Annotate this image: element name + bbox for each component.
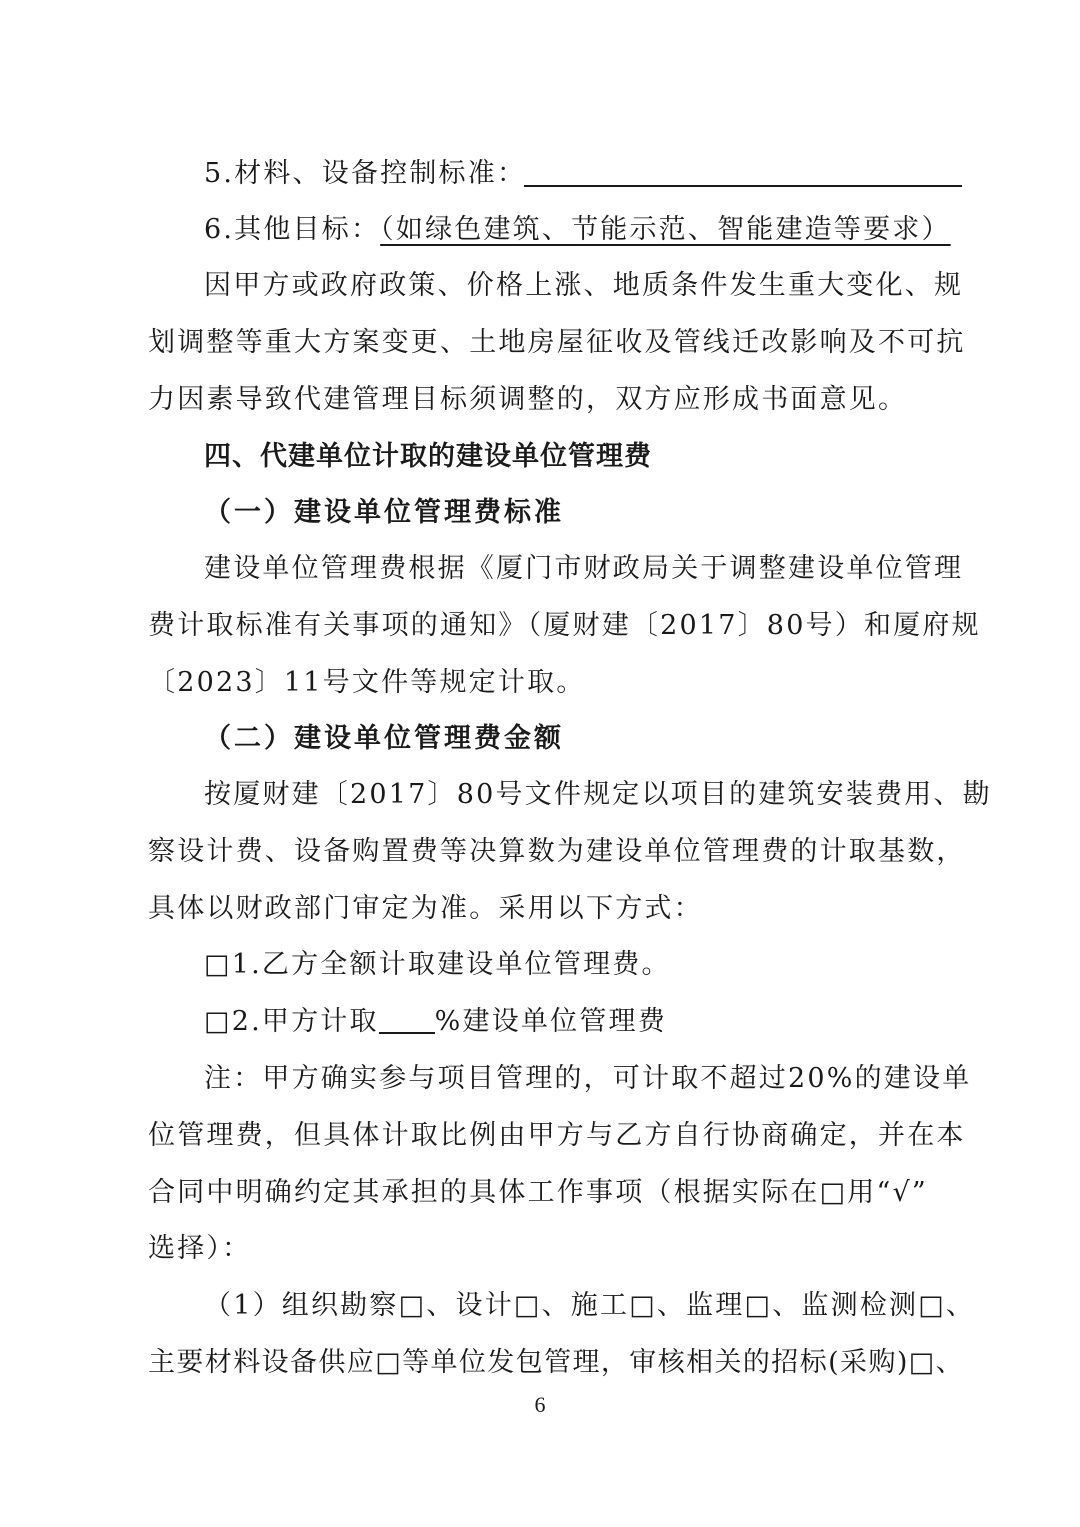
work-item-1: （1）组织勘察□、设计□、施工□、监理□、监测检测□、 [204,1290,976,1321]
item-5-material-equipment-standard [204,154,964,194]
item-6-label: 6.其他目标： [204,214,381,245]
paragraph-line: 察设计费、设备购置费等决算数为建设单位管理费的计取基数， [148,836,966,867]
subsection-heading-1: （一）建设单位管理费标准 [204,497,564,528]
note-line: 注：甲方确实参与项目管理的，可计取不超过20%的建设单 [204,1063,972,1094]
page-number: 6 [534,1392,546,1417]
section-heading-4: 四、代建单位计取的建设单位管理费 [204,441,652,472]
item-6-underlined-text: （如绿色建筑、节能示范、智能建造等要求） [380,214,951,245]
paragraph-line: 按厦财建〔2017〕80号文件规定以项目的建筑安装费用、勘 [204,779,992,810]
item-6-other-goals [204,210,964,250]
note-line: 合同中明确约定其承担的具体工作事项（根据实际在□用“√” [148,1177,928,1208]
paragraph-line: 划调整等重大方案变更、土地房屋征收及管线迁改影响及不可抗 [148,327,966,358]
paragraph-line: 因甲方或政府政策、价格上涨、地质条件发生重大变化、规 [204,270,964,301]
option-2-suffix: %建设单位管理费 [434,1006,667,1037]
item-5-label: 5.材料、设备控制标准： [204,158,527,189]
note-line: 选择）： [148,1233,252,1264]
paragraph-line: 具体以财政部门审定为准。采用以下方式： [148,893,703,924]
note-line: 位管理费，但具体计取比例由甲方与乙方自行协商确定，并在本 [148,1120,966,1151]
percentage-blank [379,1004,435,1034]
item-5-blank-underline [524,185,962,187]
option-2-label: □2.甲方计取 [204,1006,379,1037]
subsection-heading-2: （二）建设单位管理费金额 [204,723,564,754]
paragraph-line: 力因素导致代建管理目标须调整的，双方应形成书面意见。 [148,384,908,415]
paragraph-line: 建设单位管理费根据《厦门市财政局关于调整建设单位管理 [204,553,964,584]
option-2-partial-fee [204,1002,964,1042]
paragraph-line: 费计取标准有关事项的通知》（厦财建〔2017〕80号）和厦府规 [148,610,981,641]
work-item-1-continued: 主要材料设备供应□等单位发包管理，审核相关的招标(采购)□、 [148,1347,965,1378]
paragraph-line: 〔2023〕11号文件等规定计取。 [148,667,586,698]
option-1-full-fee: □1.乙方全额计取建设单位管理费。 [204,949,671,980]
